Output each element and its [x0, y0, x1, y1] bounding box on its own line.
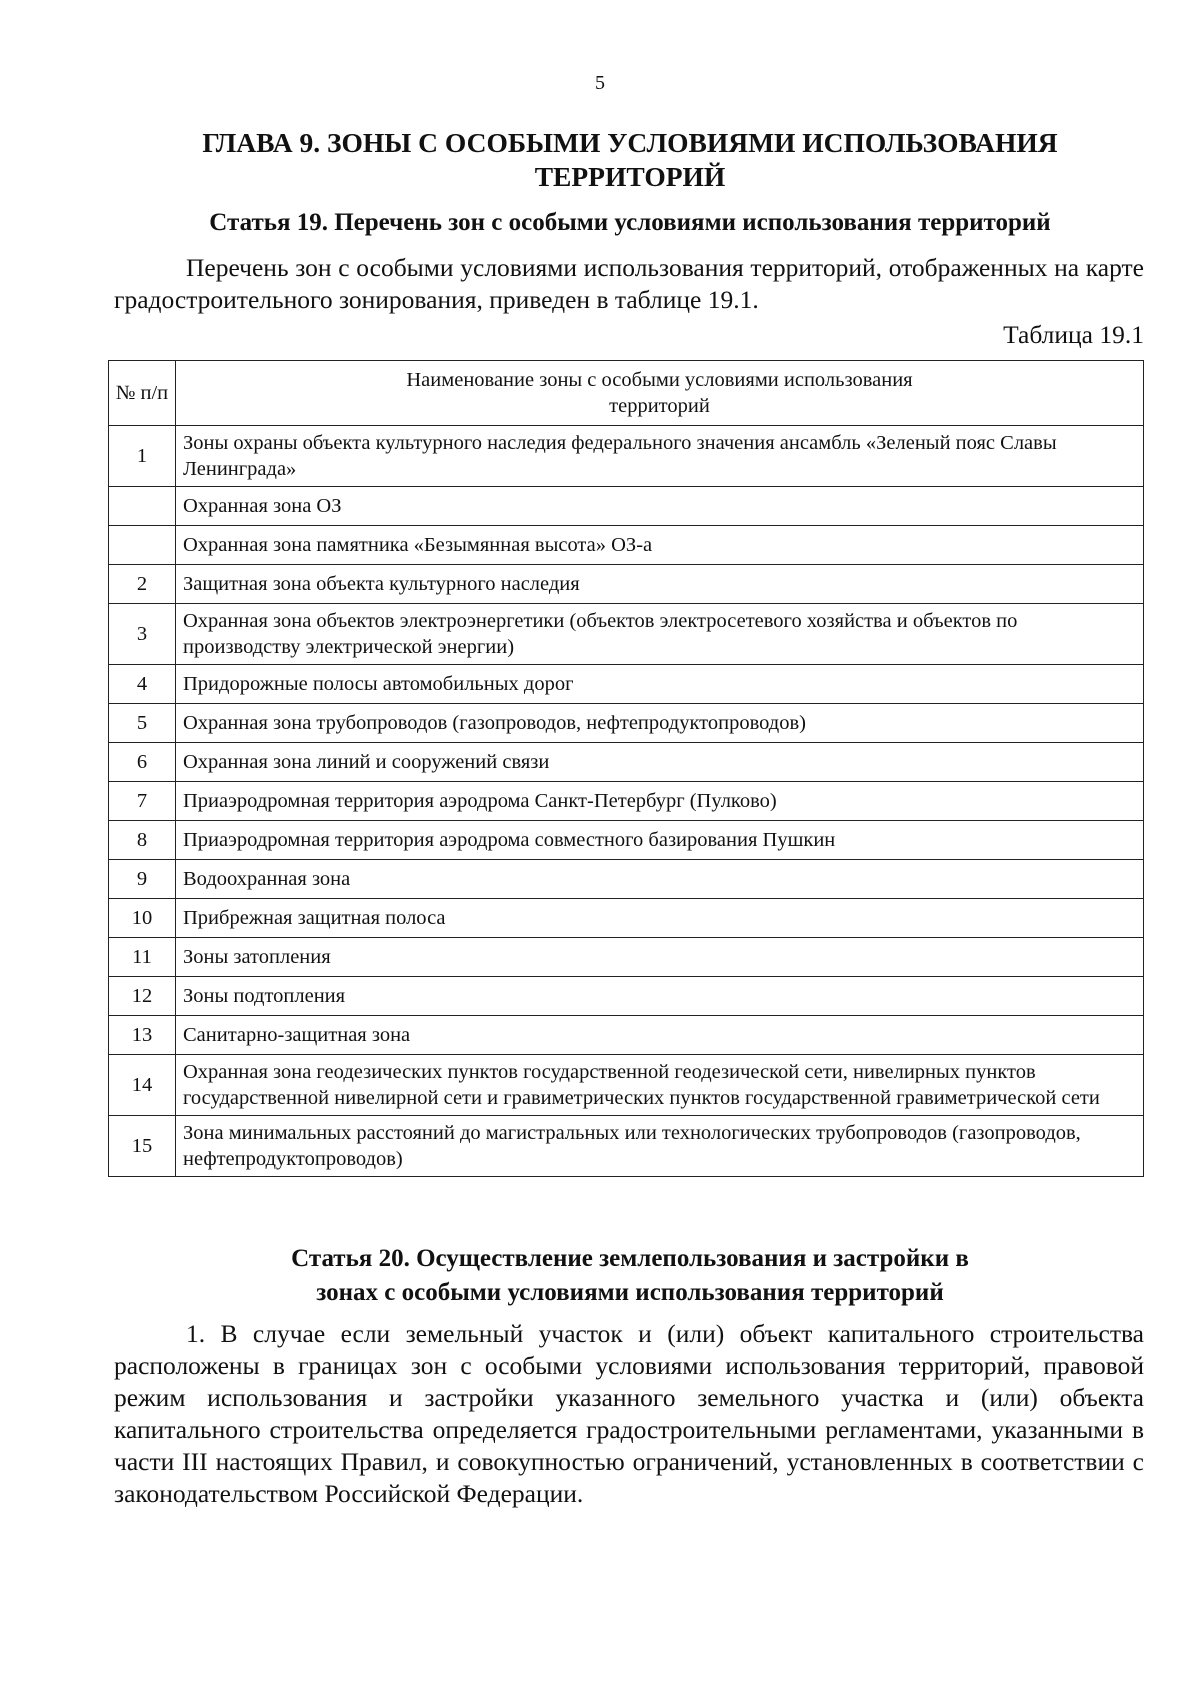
row-number-cell: 10 [109, 899, 176, 938]
table-row [109, 821, 1144, 860]
row-number-cell: 5 [109, 704, 176, 743]
zone-name-cell: Санитарно-защитная зона [176, 1016, 1144, 1055]
zone-name-cell: Зона минимальных расстояний до магистральных или технологических трубопроводов (газопроводов, нефтепродуктопроводов) [176, 1116, 1144, 1177]
row-number-cell: 11 [109, 938, 176, 977]
table-row [109, 426, 1144, 487]
table-row [109, 565, 1144, 604]
table-row [109, 704, 1144, 743]
row-number-cell: 9 [109, 860, 176, 899]
table-row [109, 665, 1144, 704]
article-20-paragraph-1: 1. В случае если земельный участок и (или) объект капитального строительства расположены в границах зон с особыми условиями использования территорий, правовой режим использования и застройки указанного земельного участка и (или) объекта капитального строительства определяется градостроительными регламентами, указанными в части III настоящих Правил, и совокупностью ограничений, установленных в соответствии с законодательством Российской Федерации. [114, 1319, 1144, 1508]
zone-name-cell: Охранная зона линий и сооружений связи [176, 743, 1144, 782]
article-19-title: Статья 19. Перечень зон с особыми условиями использования территорий [209, 209, 1051, 236]
table-row [109, 899, 1144, 938]
row-number-cell: 14 [109, 1055, 176, 1116]
zone-name-cell: Зоны затопления [176, 938, 1144, 977]
table-row [109, 1055, 1144, 1116]
article-20-title: Статья 20. Осуществление землепользования и застройки в зонах с особыми условиями использования территорий [291, 1245, 969, 1306]
row-number-cell [109, 526, 176, 565]
table-row [109, 1016, 1144, 1055]
table-row [109, 487, 1144, 526]
row-number-cell [109, 487, 176, 526]
zone-name-cell: Зоны охраны объекта культурного наследия федерального значения ансамбль «Зеленый пояс Славы Ленинграда» [176, 426, 1144, 487]
row-number-cell: 4 [109, 665, 176, 704]
zone-name-cell: Охранная зона памятника «Безымянная высота» ОЗ-а [176, 526, 1144, 565]
zone-name-cell: Водоохранная зона [176, 860, 1144, 899]
article-19-intro-paragraph: Перечень зон с особыми условиями использования территорий, отображенных на карте градостроительного зонирования, приведен в таблице 19.1. [114, 253, 1144, 314]
header-zone-name: Наименование зоны с особыми условиями использования территорий [176, 361, 1144, 426]
zone-name-cell: Охранная зона объектов электроэнергетики (объектов электросетевого хозяйства и объектов по производству электрической энергии) [176, 604, 1144, 665]
row-number-cell: 3 [109, 604, 176, 665]
table-label: Таблица 19.1 [1003, 320, 1144, 349]
table-header-row [109, 361, 1144, 426]
row-number-cell: 15 [109, 1116, 176, 1177]
zone-name-cell: Приаэродромная территория аэродрома Санкт-Петербург (Пулково) [176, 782, 1144, 821]
row-number-cell: 12 [109, 977, 176, 1016]
row-number-cell: 8 [109, 821, 176, 860]
zone-name-cell: Защитная зона объекта культурного наследия [176, 565, 1144, 604]
table-row [109, 1116, 1144, 1177]
table-row [109, 604, 1144, 665]
page-number: 5 [595, 72, 605, 94]
zone-name-cell: Охранная зона трубопроводов (газопроводов, нефтепродуктопроводов) [176, 704, 1144, 743]
row-number-cell: 2 [109, 565, 176, 604]
table-row [109, 782, 1144, 821]
table-row [109, 977, 1144, 1016]
zone-name-cell: Придорожные полосы автомобильных дорог [176, 665, 1144, 704]
zone-name-cell: Зоны подтопления [176, 977, 1144, 1016]
chapter-title: ГЛАВА 9. ЗОНЫ С ОСОБЫМИ УСЛОВИЯМИ ИСПОЛЬЗОВАНИЯ ТЕРРИТОРИЙ [202, 127, 1058, 192]
zone-name-cell: Охранная зона геодезических пунктов государственной геодезической сети, нивелирных пунктов государственной нивелирной сети и гравиметрических пунктов государственной гравиметрической сети [176, 1055, 1144, 1116]
row-number-cell: 1 [109, 426, 176, 487]
table-row [109, 526, 1144, 565]
row-number-cell: 13 [109, 1016, 176, 1055]
table-row [109, 743, 1144, 782]
zones-table [108, 360, 1144, 1177]
zone-name-cell: Охранная зона ОЗ [176, 487, 1144, 526]
table-row [109, 860, 1144, 899]
zones-table-body [109, 426, 1144, 1177]
zone-name-cell: Прибрежная защитная полоса [176, 899, 1144, 938]
row-number-cell: 6 [109, 743, 176, 782]
row-number-cell: 7 [109, 782, 176, 821]
zone-name-cell: Приаэродромная территория аэродрома совместного базирования Пушкин [176, 821, 1144, 860]
header-number: № п/п [109, 361, 176, 426]
table-row [109, 938, 1144, 977]
